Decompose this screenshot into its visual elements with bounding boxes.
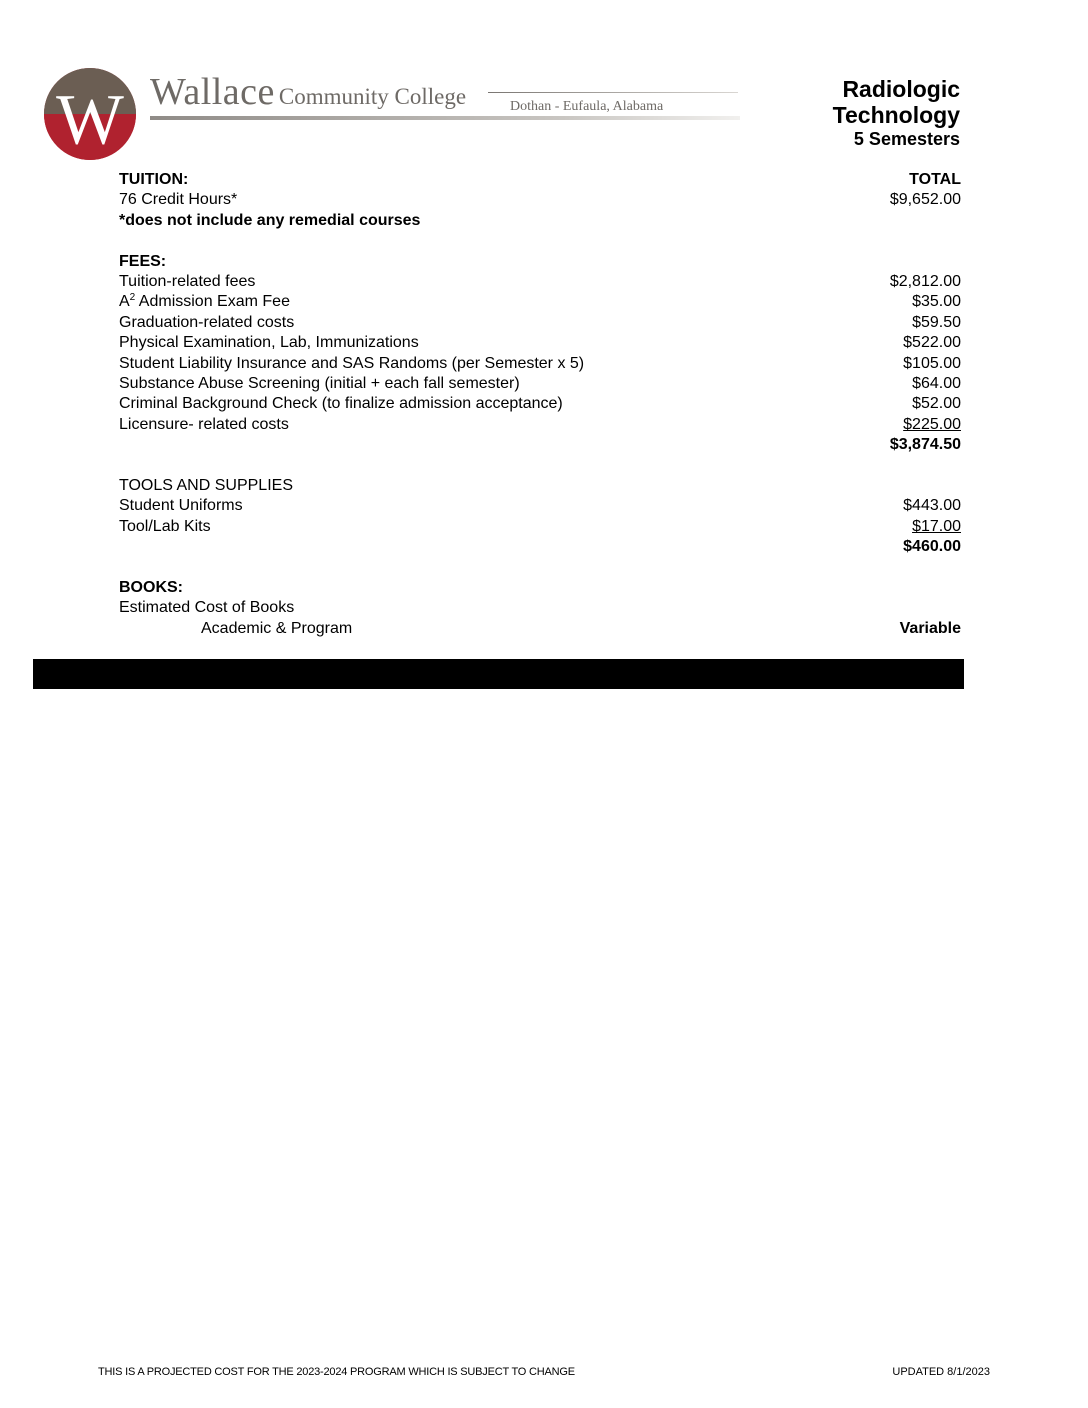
fee-amount: $105.00 xyxy=(903,354,961,372)
books-program-amount: Variable xyxy=(899,619,961,637)
fee-amount: $522.00 xyxy=(903,334,961,352)
college-seal-icon xyxy=(44,68,136,160)
college-logo xyxy=(40,66,740,162)
program-name-line2: Technology xyxy=(832,102,960,128)
tool-row xyxy=(119,496,961,516)
books-program-row xyxy=(119,619,961,639)
fee-row xyxy=(119,333,961,353)
books-estimate-row xyxy=(119,598,961,618)
tuition-heading: TUITION: xyxy=(119,171,189,188)
tool-row xyxy=(119,517,961,537)
footer-updated: UPDATED 8/1/2023 xyxy=(892,1366,990,1378)
fee-amount: $2,812.00 xyxy=(889,272,961,290)
fee-row xyxy=(119,374,961,394)
fee-label: Criminal Background Check (to finalize admission acceptance) xyxy=(119,395,563,413)
credit-hours-amount: $9,652.00 xyxy=(889,191,961,209)
fee-row xyxy=(119,313,961,333)
tuition-note-row xyxy=(119,211,961,231)
fees-subtotal-row xyxy=(119,435,961,455)
cost-sheet xyxy=(119,170,961,639)
fee-label: Student Liability Insurance and SAS Randoms (per Semester x 5) xyxy=(119,354,585,372)
section-divider-bar xyxy=(33,659,964,689)
tool-amount: $443.00 xyxy=(903,497,961,515)
program-name-line1: Radiologic xyxy=(842,76,960,102)
tools-heading-row xyxy=(119,476,961,496)
footer-disclaimer: THIS IS A PROJECTED COST FOR THE 2023-2024 PROGRAM WHICH IS SUBJECT TO CHANGE xyxy=(98,1366,575,1378)
books-program-label: Academic & Program xyxy=(201,619,353,637)
college-name: Wallace xyxy=(150,71,275,113)
fee-row xyxy=(119,354,961,374)
credit-hours-label: 76 Credit Hours* xyxy=(119,191,238,209)
program-length: 5 Semesters xyxy=(853,129,960,149)
books-heading-row xyxy=(119,578,961,598)
wordmark-rule-bottom xyxy=(150,116,740,120)
books-heading: BOOKS: xyxy=(119,578,183,596)
fee-amount: $225.00 xyxy=(903,415,961,433)
fee-label: Physical Examination, Lab, Immunizations xyxy=(119,334,419,352)
tools-subtotal-row xyxy=(119,537,961,557)
fee-label: Licensure- related costs xyxy=(119,415,289,433)
fee-amount: $52.00 xyxy=(912,395,961,413)
fee-amount: $59.50 xyxy=(912,313,961,331)
tools-subtotal: $460.00 xyxy=(903,538,961,556)
fee-label: Tuition-related fees xyxy=(119,272,256,290)
fee-row xyxy=(119,292,961,312)
books-estimate-label: Estimated Cost of Books xyxy=(119,599,295,617)
tool-label: Tool/Lab Kits xyxy=(119,517,211,535)
tool-label: Student Uniforms xyxy=(119,497,243,515)
program-title xyxy=(833,76,960,150)
tuition-heading-row xyxy=(119,170,961,190)
total-column-label: TOTAL xyxy=(909,171,961,188)
fee-row xyxy=(119,272,961,292)
tuition-credit-row xyxy=(119,190,961,210)
fee-row xyxy=(119,415,961,435)
tools-heading: TOOLS AND SUPPLIES xyxy=(119,476,293,494)
tuition-note: *does not include any remedial courses xyxy=(119,211,421,229)
svg-text:W: W xyxy=(56,79,124,160)
fee-label: Graduation-related costs xyxy=(119,313,295,331)
fee-label: $A^2$ Admission Exam Fee xyxy=(119,292,290,311)
fee-amount: $64.00 xyxy=(912,374,961,392)
fees-heading: FEES: xyxy=(119,252,167,270)
college-suffix: Community College xyxy=(278,84,467,109)
fee-row xyxy=(119,394,961,414)
tool-amount: $17.00 xyxy=(912,517,961,535)
fees-subtotal: $3,874.50 xyxy=(889,436,961,454)
fee-amount: $35.00 xyxy=(912,293,961,311)
college-location: Dothan - Eufaula, Alabama xyxy=(510,99,664,114)
wordmark-rule-top xyxy=(488,92,738,93)
college-wordmark xyxy=(150,70,466,114)
fee-label: Substance Abuse Screening (initial + each fall semester) xyxy=(119,374,520,392)
fees-heading-row xyxy=(119,252,961,272)
